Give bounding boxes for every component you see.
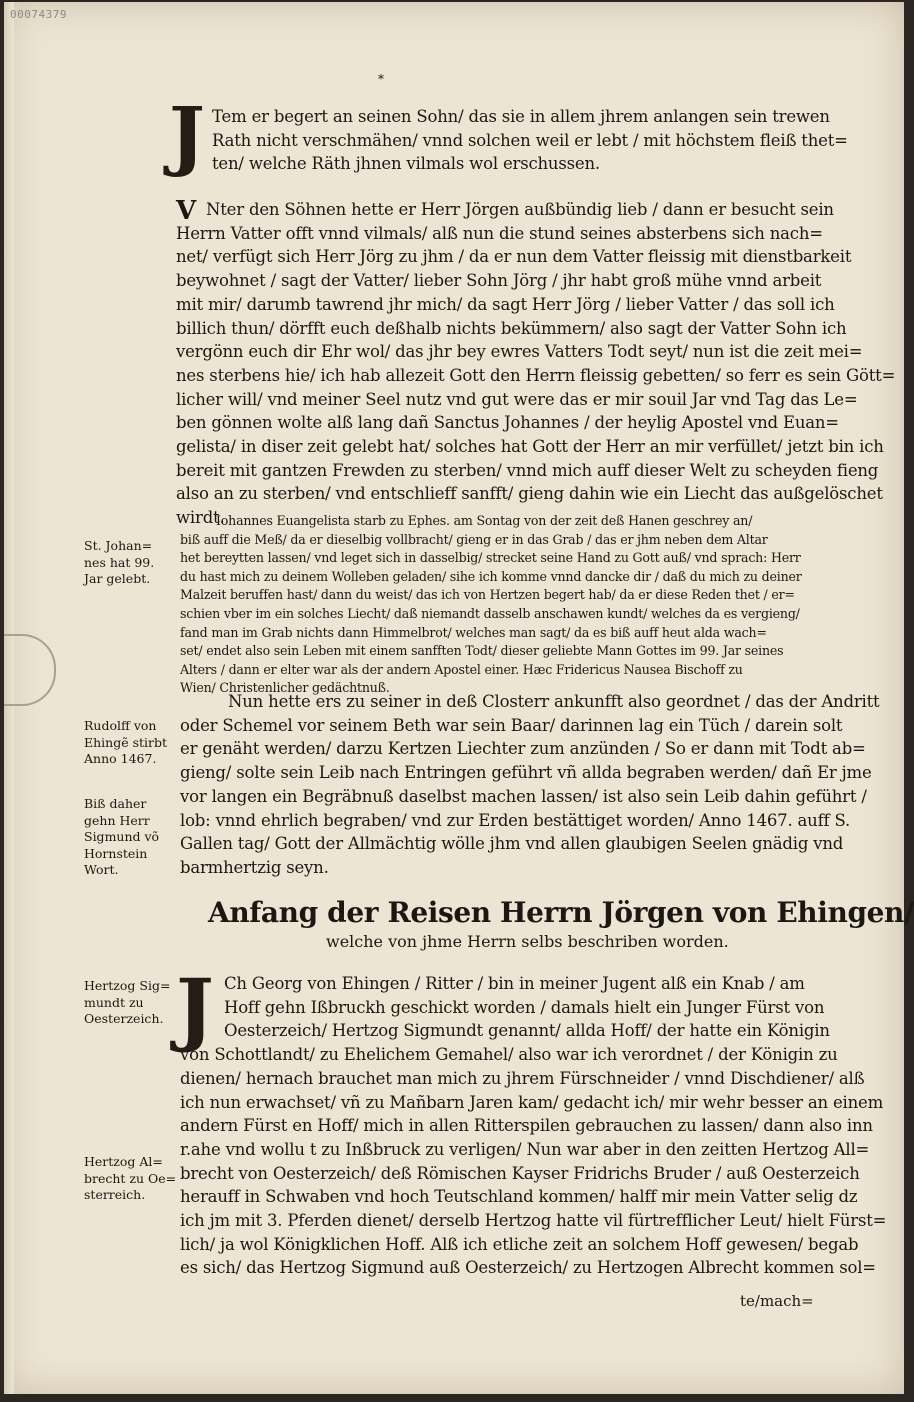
text-line: herauff in Schwaben vnd hoch Teutschland kommen/ halff mir mein Vatter selig dz: [180, 1187, 858, 1207]
quote-line: schien vber im ein solches Liecht/ daß niemandt dasselb anschawen kundt/ welches da es vergieng/: [180, 605, 800, 621]
quote-line: Wien/ Christenlicher gedächtnuß.: [180, 680, 390, 696]
catchword: te/mach=: [740, 1292, 814, 1310]
text-line: Hoff gehn Ißbruckh geschickt worden / damals hielt ein Junger Fürst von: [224, 997, 825, 1017]
text-line: es sich/ das Hertzog Sigmund auß Oesterzeich/ zu Hertzogen Albrecht kommen sol=: [180, 1258, 876, 1278]
marginal-note-line: Sigmund võ: [84, 829, 160, 844]
paragraph-3: [180, 690, 880, 880]
marginal-note: [84, 796, 176, 879]
text-line: Herrn Vatter offt vnnd vilmals/ alß nun die stund seines absterbens sich nach=: [176, 223, 823, 243]
quote-line: du hast mich zu deinem Wolleben geladen/ sihe ich komme vnnd dancke dir / daß du mich zu deiner: [180, 568, 802, 584]
text-line: ben gönnen wolte alß lang dañ Sanctus Johannes / der heylig Apostel vnd Euan=: [176, 413, 839, 433]
text-line: gieng/ solte sein Leib nach Entringen geführt vñ allda begraben werden/ dañ Er jme: [180, 763, 872, 783]
marginal-note-line: Hertzog Al=: [84, 1154, 163, 1169]
text-line: Gallen tag/ Gott der Allmächtig wölle jhm vnd allen glaubigen Seelen gnädig vnd: [180, 834, 844, 854]
text-line: ich nun erwachset/ vñ zu Mañbarn Jaren kam/ gedacht ich/ mir wehr besser an einem: [180, 1092, 884, 1112]
paragraph-2: [176, 198, 896, 530]
text-line: er genäht werden/ darzu Kertzen Liechter zum anzünden / So er dann mit Todt ab=: [180, 739, 866, 759]
text-line: vor langen ein Begräbnuß daselbst machen lassen/ ist also sein Leib dahin geführt /: [180, 786, 867, 806]
quote-line: fand man im Grab nichts dann Himmelbrot/ welches man sagt/ da es biß auff heut alda wach=: [180, 624, 767, 640]
text-line: Ch Georg von Ehingen / Ritter / bin in meiner Jugent alß ein Knab / am: [224, 974, 805, 993]
marginal-note-line: Ehingẽ stirbt: [84, 734, 168, 750]
marginal-note-line: Oesterzeich.: [84, 1011, 164, 1026]
marginal-note-line: Anno 1467.: [84, 751, 157, 766]
drop-cap-initial: J: [169, 90, 205, 179]
marginal-note: [84, 978, 176, 1028]
quote-line: Iohannes Euangelista starb zu Ephes. am Sontag von der zeit deß Hanen geschrey an/: [216, 513, 753, 528]
text-line: r.ahe vnd wollu t zu Inßbruck zu verligen/ Nun war aber in den zeitten Hertzog All=: [180, 1139, 870, 1159]
marginal-note: [84, 718, 176, 768]
page-tab-outline: [4, 634, 56, 706]
text-line: Tem er begert an seinen Sohn/ das sie in allem jhrem anlangen sein trewen: [212, 107, 830, 126]
marginal-note-line: Biß daher: [84, 796, 147, 811]
paragraph-4: [180, 972, 887, 1280]
paragraph-1: [212, 105, 848, 176]
quote-line: set/ endet also sein Leben mit einem sanfften Todt/ dieser geliebte Mann Gottes im 99. Jar seines: [180, 643, 784, 659]
text-line: lich/ ja wol Königklichen Hoff. Alß ich etliche zeit an solchem Hoff gewesen/ begab: [180, 1234, 859, 1254]
quote-line: Alters / dann er elter war als der andern Apostel einer. Hæc Fridericus Nausea Bischoff zu: [180, 661, 743, 677]
text-line: Oesterzeich/ Hertzog Sigmundt genannt/ allda Hoff/ der hatte ein Königin: [224, 1021, 830, 1041]
text-line: Nun hette ers zu seiner in deß Closterr ankunfft also geordnet / das der Andritt: [228, 692, 880, 711]
book-page: [4, 2, 914, 1394]
text-line: bereit mit gantzen Frewden zu sterben/ vnnd mich auff dieser Welt zu scheyden fieng: [176, 460, 879, 480]
text-line: andern Fürst en Hoff/ mich in allen Ritterspilen gebrauchen zu lassen/ dann also inn: [180, 1116, 873, 1136]
text-line: gelista/ in diser zeit gelebt hat/ solches hat Gott der Herr an mir verfüllet/ jetzt bin ich: [176, 437, 884, 457]
quote-line: biß auff die Meß/ da er dieselbig vollbracht/ gieng er in das Grab / das er jhm neben dem Altar: [180, 531, 768, 547]
text-line: wirdt.: [176, 508, 225, 528]
marginal-note-line: St. Johan=: [84, 538, 153, 553]
text-line: oder Schemel vor seinem Beth war sein Baar/ darinnen lag ein Tüch / darein solt: [180, 715, 843, 735]
text-line: beywohnet / sagt der Vatter/ lieber Sohn Jörg / jhr habt groß mühe vnnd arbeit: [176, 271, 822, 291]
marginal-note-line: Hertzog Sig=: [84, 978, 171, 993]
text-line: ten/ welche Räth jhnen vilmals wol erschussen.: [212, 154, 600, 174]
text-line: Nter den Söhnen hette er Herr Jörgen außbündig lieb / dann er besucht sein: [206, 200, 834, 219]
text-line: also an zu sterben/ vnd entschlieff sanfft/ gieng dahin wie ein Liecht das außgelöschet: [176, 484, 883, 504]
marginal-note-line: brecht zu Oe=: [84, 1170, 177, 1186]
chapter-heading: Anfang der Reisen Herrn Jörgen von Ehingen/: [208, 896, 914, 929]
text-line: barmhertzig seyn.: [180, 857, 329, 877]
marginal-note: [84, 1154, 176, 1204]
marginal-note-line: nes hat 99.: [84, 554, 155, 570]
text-line: licher will/ vnd meiner Seel nutz vnd gut were das er mir souil Jar vnd Tag das Le=: [176, 389, 858, 409]
marginal-note-line: sterreich.: [84, 1187, 146, 1202]
text-line: billich thun/ dörfft euch deßhalb nichts bekümmern/ also sagt der Vatter Sohn ich: [176, 318, 847, 338]
text-line: von Schottlandt/ zu Ehelichem Gemahel/ also war ich verordnet / der Königin zu: [180, 1045, 838, 1065]
marginal-note-line: mundt zu: [84, 994, 144, 1010]
quote-line: het bereytten lassen/ vnd leget sich in dasselbig/ strecket seine Hand zu Gott auß/ vnd sprach: Herr: [180, 550, 801, 566]
marginal-note-line: Rudolff von: [84, 718, 157, 733]
archive-stamp: 00074379: [10, 8, 67, 21]
text-line: net/ verfügt sich Herr Jörg zu jhm / da er nun dem Vatter fleissig mit dienstbarkeit: [176, 247, 852, 267]
paragraph-initial: V: [176, 196, 197, 226]
text-line: lob: vnnd ehrlich begraben/ vnd zur Erden bestättiget worden/ Anno 1467. auff S.: [180, 810, 851, 830]
marginal-note: [84, 538, 176, 588]
text-line: brecht von Oesterzeich/ deß Römischen Kayser Fridrichs Bruder / auß Oesterzeich: [180, 1163, 860, 1183]
text-line: nes sterbens hie/ ich hab allezeit Gott den Herrn fleissig gebetten/ so ferr es sein Gött=: [176, 365, 896, 385]
text-line: dienen/ hernach brauchet man mich zu jhrem Fürschneider / vnnd Dischdiener/ alß: [180, 1068, 865, 1088]
chapter-subheading: welche von jhme Herrn selbs beschriben worden.: [326, 932, 729, 951]
marginal-note-line: Wort.: [84, 862, 119, 877]
text-line: vergönn euch dir Ehr wol/ das jhr bey ewres Vatters Todt seyt/ nun ist die zeit mei=: [176, 342, 863, 362]
text-line: Rath nicht verschmähen/ vnnd solchen weil er lebt / mit höchstem fleiß thet=: [212, 130, 848, 150]
quote-block: [180, 512, 816, 698]
drop-cap-initial: J: [176, 961, 214, 1055]
ornament-mark: *: [378, 72, 384, 86]
marginal-note-line: gehn Herr: [84, 812, 150, 828]
marginal-note-line: Jar gelebt.: [84, 571, 151, 586]
quote-line: Malzeit beruffen hast/ dann du weist/ das ich von Hertzen begert hab/ da er diese Reden thet / er=: [180, 587, 795, 603]
text-line: mit mir/ darumb tawrend jhr mich/ da sagt Herr Jörg / lieber Vatter / das soll ich: [176, 294, 835, 314]
marginal-note-line: Hornstein: [84, 845, 148, 861]
text-line: ich jm mit 3. Pferden dienet/ derselb Hertzog hatte vil fürtrefflicher Leut/ hielt Fürst=: [180, 1211, 887, 1231]
